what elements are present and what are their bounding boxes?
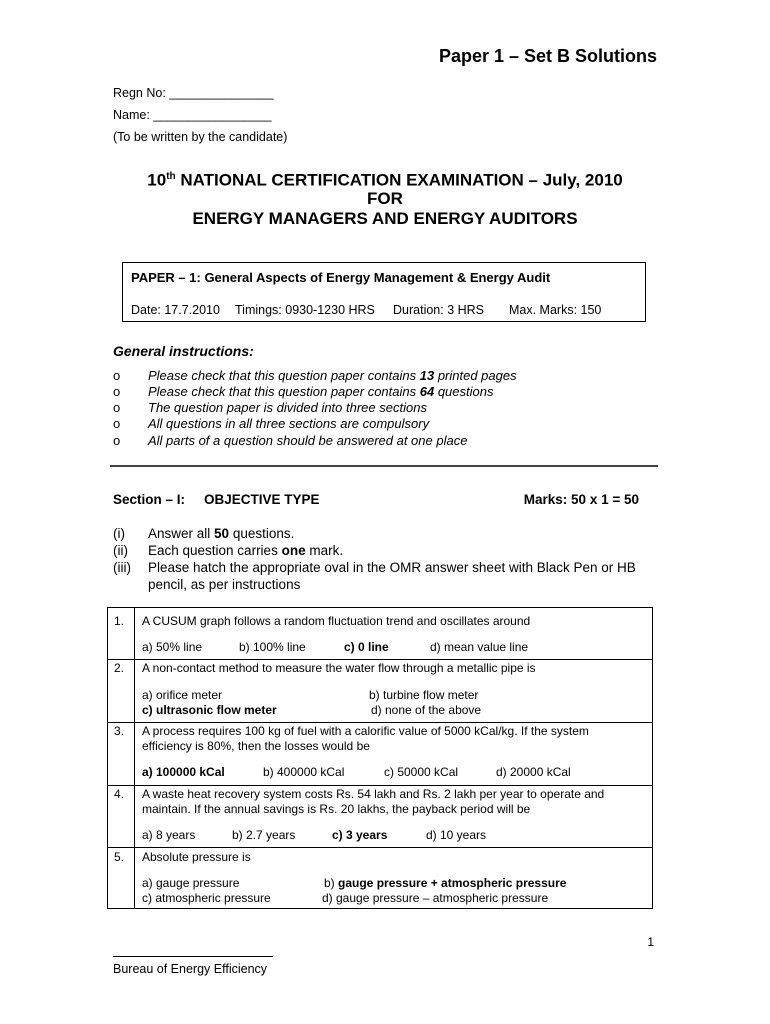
footer-organization: Bureau of Energy Efficiency xyxy=(113,962,268,976)
option-b: b) turbine flow meter xyxy=(369,688,479,702)
section-instruction: Each question carries one mark. xyxy=(148,543,344,558)
section-instruction-number: (ii) xyxy=(113,543,128,558)
option-b: b) 400000 kCal xyxy=(263,765,345,779)
question-text: Absolute pressure is xyxy=(142,850,251,864)
section-label: Section – I: xyxy=(113,492,186,507)
option-d: d) 10 years xyxy=(426,828,487,842)
section-type: OBJECTIVE TYPE xyxy=(204,492,320,507)
option-c-answer: c) ultrasonic flow meter xyxy=(142,703,277,717)
table-row-divider xyxy=(107,847,653,848)
instruction-item: All parts of a question should be answered at one place xyxy=(148,433,468,448)
option-d: d) 20000 kCal xyxy=(496,765,571,779)
table-row-divider xyxy=(107,785,653,786)
paper-title: PAPER – 1: General Aspects of Energy Management & Energy Audit xyxy=(131,270,551,285)
option-c-answer: c) 0 line xyxy=(344,640,389,654)
exam-title-for: FOR xyxy=(367,189,403,208)
option-a: a) 50% line xyxy=(142,640,203,654)
question-text-cont: maintain. If the annual savings is Rs. 20 lakhs, the payback period will be xyxy=(142,802,531,816)
section-instruction-number: (iii) xyxy=(113,560,131,575)
question-text: A non-contact method to measure the water flow through a metallic pipe is xyxy=(142,661,536,675)
bullet-icon: o xyxy=(113,368,121,383)
instruction-item: All questions in all three sections are compulsory xyxy=(148,416,430,431)
question-text: A waste heat recovery system costs Rs. 54 lakh and Rs. 2 lakh per year to operate and xyxy=(142,787,605,801)
bullet-icon: o xyxy=(113,433,121,448)
exam-number: 10 xyxy=(147,170,167,190)
instruction-item: The question paper is divided into three sections xyxy=(148,400,427,415)
paper-max-marks: Max. Marks: 150 xyxy=(509,303,602,317)
name-field: Name: _________________ xyxy=(113,108,272,122)
general-instructions-heading: General instructions: xyxy=(113,343,254,359)
bullet-icon: o xyxy=(113,416,121,431)
footer-rule xyxy=(113,956,273,957)
exam-title-rest: NATIONAL CERTIFICATION EXAMINATION – July, 2010 xyxy=(175,170,623,190)
question-number: 4. xyxy=(114,787,125,801)
question-number: 1. xyxy=(114,614,125,628)
table-row-divider xyxy=(107,659,653,660)
candidate-note: (To be written by the candidate) xyxy=(113,130,288,144)
option-c: c) 50000 kCal xyxy=(384,765,459,779)
section-instruction: Answer all 50 questions. xyxy=(148,526,295,541)
option-b: b) 100% line xyxy=(239,640,306,654)
paper-date: Date: 17.7.2010 xyxy=(131,303,220,317)
question-text: A process requires 100 kg of fuel with a calorific value of 5000 kCal/kg. If the system xyxy=(142,724,589,738)
question-number: 3. xyxy=(114,724,125,738)
document-title: Paper 1 – Set B Solutions xyxy=(438,46,657,66)
option-b-answer: b) gauge pressure + atmospheric pressure xyxy=(324,876,567,890)
option-a: a) 8 years xyxy=(142,828,196,842)
instruction-item: Please check that this question paper contains 64 questions xyxy=(148,384,494,399)
exam-number-suffix: th xyxy=(166,171,176,182)
question-number: 2. xyxy=(114,661,125,675)
exam-audience: ENERGY MANAGERS AND ENERGY AUDITORS xyxy=(192,209,578,228)
section-marks: Marks: 50 x 1 = 50 xyxy=(523,492,639,507)
option-c: c) atmospheric pressure xyxy=(142,891,271,905)
option-d: d) none of the above xyxy=(371,703,482,717)
section-divider xyxy=(110,465,658,467)
table-column-divider xyxy=(134,607,135,909)
option-b: b) 2.7 years xyxy=(232,828,296,842)
option-d: d) gauge pressure – atmospheric pressure xyxy=(322,891,549,905)
instruction-item: Please check that this question paper contains 13 printed pages xyxy=(148,368,517,383)
section-instruction-number: (i) xyxy=(113,526,125,541)
question-text: A CUSUM graph follows a random fluctuation trend and oscillates around xyxy=(142,614,531,628)
option-a: a) orifice meter xyxy=(142,688,223,702)
section-instruction: Please hatch the appropriate oval in the OMR answer sheet with Black Pen or HB xyxy=(148,560,636,575)
bullet-icon: o xyxy=(113,400,121,415)
question-number: 5. xyxy=(114,850,125,864)
table-row-divider xyxy=(107,722,653,723)
option-a-answer: a) 100000 kCal xyxy=(142,765,225,779)
paper-timings: Timings: 0930-1230 HRS xyxy=(235,303,375,317)
option-c-answer: c) 3 years xyxy=(332,828,388,842)
page-number: 1 xyxy=(647,935,654,949)
option-d: d) mean value line xyxy=(430,640,529,654)
regn-no-field: Regn No: _______________ xyxy=(113,86,274,100)
question-text-cont: efficiency is 80%, then the losses would be xyxy=(142,739,370,753)
option-a: a) gauge pressure xyxy=(142,876,240,890)
paper-info-box xyxy=(122,262,646,322)
paper-duration: Duration: 3 HRS xyxy=(393,303,485,317)
section-instruction-cont: pencil, as per instructions xyxy=(148,577,301,592)
bullet-icon: o xyxy=(113,384,121,399)
